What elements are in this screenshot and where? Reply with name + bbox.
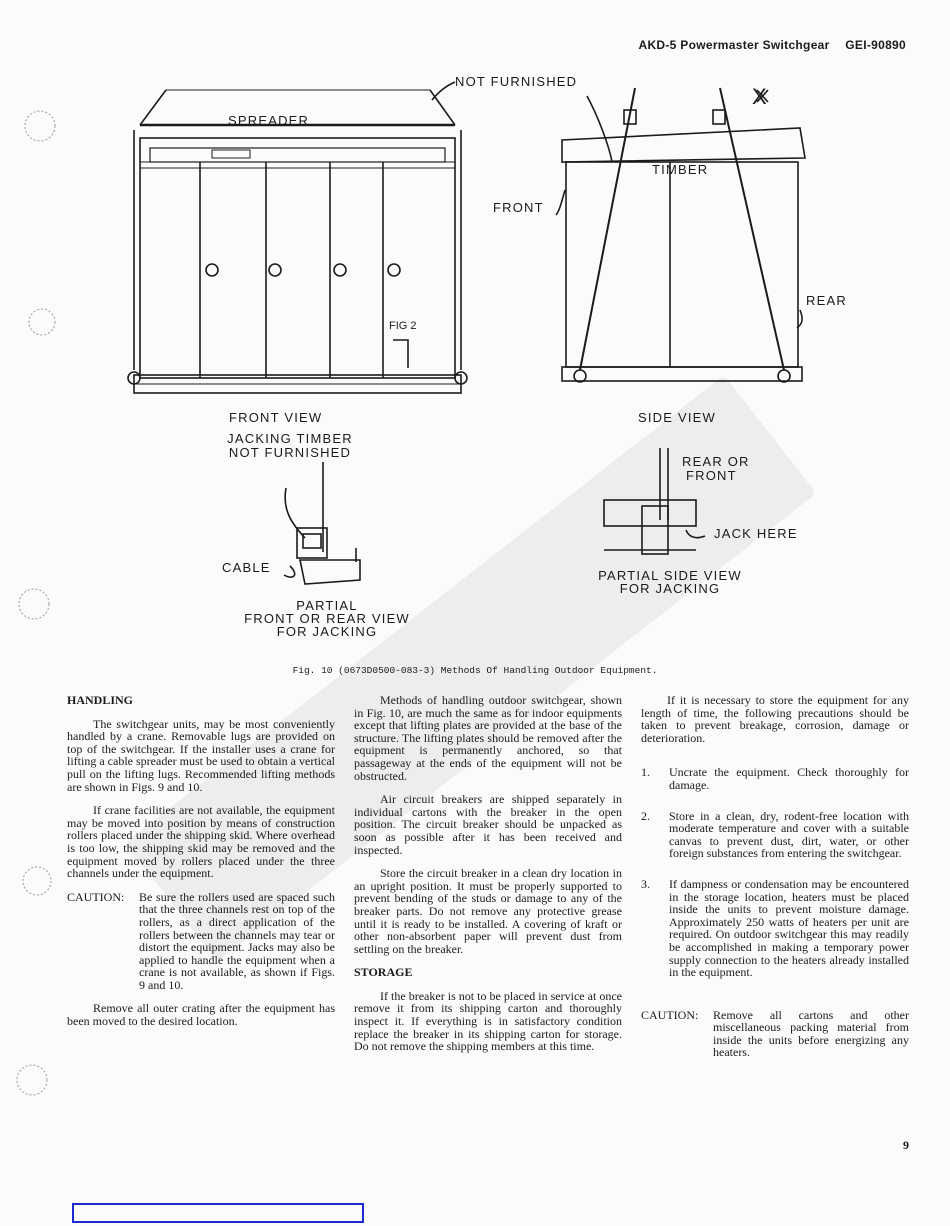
label-x-mark: X xyxy=(752,84,768,109)
label-fig2: FIG 2 xyxy=(389,320,417,332)
item-number: 2. xyxy=(641,808,650,823)
storage-caution xyxy=(641,1009,909,1059)
document-number: GEI-90890 xyxy=(845,38,906,52)
handling-paragraph: The switchgear units, may be most conveniently handled by a crane. Removable lugs are provided on top of the switchgear. If the installer uses a crane for lifting a cable spreader must be used to obtain a vertical pull on the lifting lugs. Recommended lifting methods are shown in Figs. 9 and 10. xyxy=(67,716,335,794)
label-partial-front-line2: FRONT OR REAR VIEW xyxy=(244,611,410,626)
label-jack-here: JACK HERE xyxy=(714,526,798,541)
label-cable: CABLE xyxy=(222,560,271,575)
label-jacking-timber-line1: JACKING TIMBER xyxy=(227,431,353,446)
label-side-view: SIDE VIEW xyxy=(638,410,716,425)
caution-text: Be sure the rollers used are spaced such that the three channels rest on top of the rollers, as a direct application of the rollers between the channels may tear or distort the equipment. Jacks may also be applied to handle the equipment when a crane is not available, as shown if Figs. 9 and 10. xyxy=(139,889,335,992)
label-partial-side-line2: FOR JACKING xyxy=(619,581,721,596)
item-text: Store in a clean, dry, rodent-free location with moderate temperature and cover with a suitable canvas to prevent dust, dirt, water, or other foreign substances from entering the switchgear. xyxy=(669,808,909,861)
label-partial-front-line1: PARTIAL xyxy=(296,598,358,613)
caution-text: Remove all cartons and other miscellaneous packing material from inside the units before energizing any heaters. xyxy=(713,1007,909,1060)
figure-caption: Fig. 10 (0673D0500-083-3) Methods Of Handling Outdoor Equipment. xyxy=(292,665,658,676)
item-number: 3. xyxy=(641,876,650,891)
label-partial-side-line1: PARTIAL SIDE VIEW xyxy=(598,568,742,583)
punch-hole xyxy=(14,1062,50,1098)
breaker-paragraph: Air circuit breakers are shipped separately in individual cartons with the breaker in the open position. The circuit breaker should be unpacked as soon as possible after it has been received and inspected. xyxy=(354,792,622,857)
label-rear: REAR xyxy=(806,293,847,308)
front-view-drawing xyxy=(128,82,467,393)
highlight-box xyxy=(72,1203,364,1223)
label-not-furnished: NOT FURNISHED xyxy=(455,74,578,89)
list-item xyxy=(641,878,909,979)
column-storage-precautions xyxy=(641,694,909,1070)
label-jacking-timber xyxy=(210,432,370,460)
label-front-view: FRONT VIEW xyxy=(229,410,323,425)
label-jacking-timber-line2: NOT FURNISHED xyxy=(228,445,352,460)
storage-paragraph: If the breaker is not to be placed in service at once remove it from its shipping carton and thoroughly inspect it. If everything is in satisfactory condition replace the breaker in its shipping carton for storage. Do not remove the shipping members at this time. xyxy=(354,988,622,1054)
label-rear-or-front xyxy=(682,455,750,483)
storage-heading: STORAGE xyxy=(354,965,413,980)
label-spreader: SPREADER xyxy=(228,113,310,128)
document-title: AKD-5 Powermaster Switchgear xyxy=(638,38,830,52)
list-item xyxy=(641,810,909,860)
item-text: If dampness or condensation may be encountered in the storage location, heaters must be placed inside the units to prevent moisture damage. Approximately 250 watts of heaters per unit are required. On outdoor switchgear this may readily be accomplished in making a temporary power supply connection to the heaters already installed in the equipment. xyxy=(669,876,909,980)
page-number: 9 xyxy=(903,1138,909,1152)
punch-hole xyxy=(20,864,54,898)
handling-paragraph: Remove all outer crating after the equipment has been moved to the desired location. xyxy=(67,1001,335,1029)
caution-label: CAUTION: xyxy=(641,1007,699,1022)
outdoor-paragraph: Methods of handling outdoor switchgear, shown in Fig. 10, are much the same as for indoor equipments except that lifting plates are provided at the base of the structure. The lifting plates should be removed after the equipment is permanently anchored, so that passageway at the ends of the equipment will not be obstructed. xyxy=(354,693,622,783)
label-partial-front-line3: FOR JACKING xyxy=(276,624,378,639)
item-text: Uncrate the equipment. Check thoroughly for damage. xyxy=(669,765,909,792)
handling-heading: HANDLING xyxy=(67,693,134,707)
handling-paragraph: If crane facilities are not available, the equipment may be moved into position by means of construction rollers placed under the shipping skid. Where overhead is too low, the shipping skid may be removed and the equipment moved by rollers placed under the three channels under the equipment. xyxy=(67,803,335,881)
label-partial-front xyxy=(222,599,432,638)
list-item xyxy=(641,766,909,791)
breaker-paragraph: Store the circuit breaker in a clean dry location in an upright position. It must be properly supported to prevent bending of the studs or damage to any of the breaker parts. Do not remove any protective grease until it is ready to be installed. A covering of kraft or other non-absorbent paper will prevent dust from settling on the breaker. xyxy=(354,866,622,956)
caution-label: CAUTION: xyxy=(67,889,125,904)
label-rear-or-front-line1: REAR OR xyxy=(682,454,750,469)
label-rear-or-front-line2: FRONT xyxy=(686,468,737,483)
side-view-drawing xyxy=(556,88,805,382)
column-outdoor-and-storage xyxy=(354,694,622,1064)
label-partial-side xyxy=(585,569,755,595)
item-number: 1. xyxy=(641,765,650,780)
column-handling xyxy=(67,694,335,1039)
partial-front-view-drawing xyxy=(284,462,360,584)
label-timber: TIMBER xyxy=(652,162,709,177)
label-front: FRONT xyxy=(493,200,544,215)
storage-intro: If it is necessary to store the equipment for any length of time, the following precautions should be taken to prevent breakage, corrosion, damage or deterioration. xyxy=(641,693,909,745)
handling-caution xyxy=(67,891,335,992)
